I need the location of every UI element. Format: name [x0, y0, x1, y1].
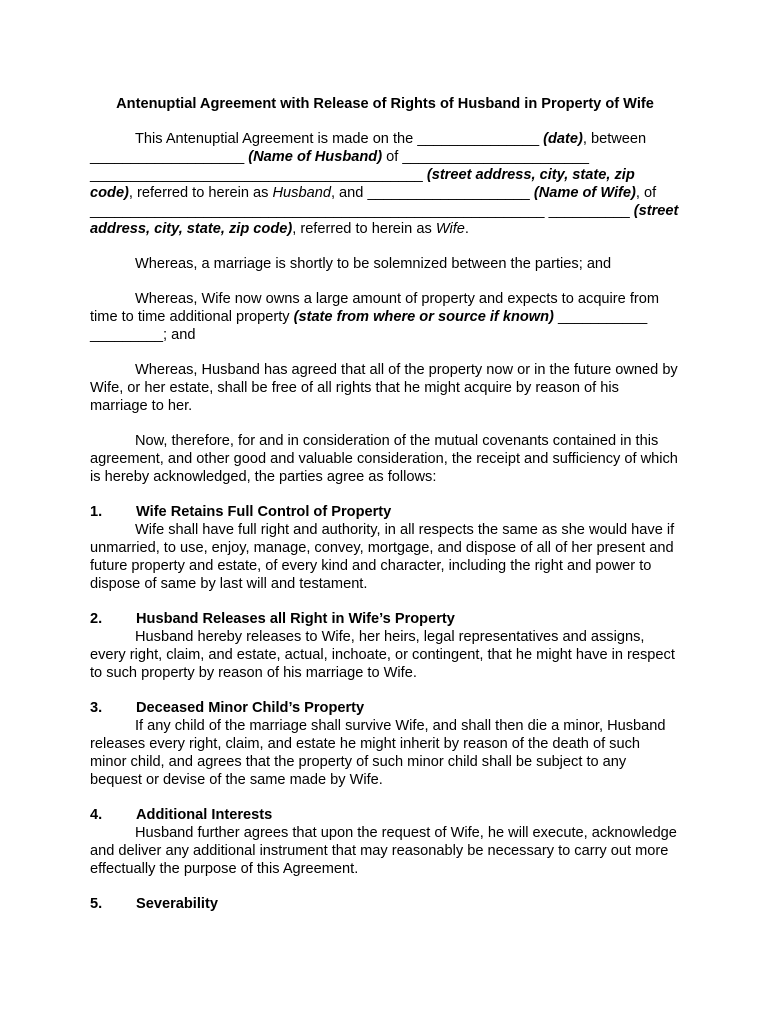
intro-text: , referred to herein as [292, 221, 436, 237]
section-5 [90, 895, 680, 913]
section-title: Deceased Minor Child’s Property [136, 700, 365, 716]
section-number: 3. [90, 700, 103, 716]
section-title: Wife Retains Full Control of Property [136, 504, 392, 520]
section-2 [90, 610, 680, 682]
property-source-label: (state from where or source if known) [293, 309, 554, 325]
husband-term: Husband [272, 185, 331, 201]
husband-address-blank: _______________________ _________________________________________ [90, 149, 590, 183]
section-title: Husband Releases all Right in Wife’s Property [136, 611, 455, 627]
intro-text: , referred to herein as [128, 185, 273, 201]
section-4 [90, 806, 680, 878]
intro-text: , between [582, 131, 647, 147]
intro-paragraph [90, 130, 680, 238]
intro-text: This Antenuptial Agreement is made on the [135, 131, 418, 147]
section-heading [90, 699, 680, 717]
wife-term: Wife [435, 221, 465, 237]
section-1 [90, 503, 680, 593]
intro-text: , and [330, 185, 368, 201]
section-heading [90, 610, 680, 628]
husband-address-label: (street address, city, state, zip code) [90, 167, 635, 201]
whereas-text: ___________ _________; and [90, 309, 648, 343]
section-number: 1. [90, 504, 103, 520]
wife-address-label: (street address, city, state, zip code) [90, 203, 679, 237]
now-therefore-paragraph: Now, therefore, for and in consideration of the mutual covenants contained in this agreement, and other good and valuable consideration, the receipt and sufficiency of which is hereby acknowledged, the parties agree as follows: [90, 433, 678, 485]
date-blank: _______________ [417, 131, 540, 147]
section-3 [90, 699, 680, 789]
section-title: Additional Interests [136, 807, 273, 823]
husband-name-blank: ___________________ [90, 149, 245, 165]
section-heading [90, 895, 680, 913]
section-number: 4. [90, 807, 103, 823]
intro-text: , of [635, 185, 657, 201]
section-body: Wife shall have full right and authority, in all respects the same as she would have if unmarried, to use, enjoy, manage, convey, mortgage, and dispose of all of her present and future property and estate, of every kind and character, including the right and power to dispose of same by last will and testament. [90, 522, 675, 592]
whereas-paragraph-1: Whereas, a marriage is shortly to be solemnized between the parties; and [135, 256, 612, 272]
date-label: (date) [543, 131, 583, 147]
section-body: If any child of the marriage shall survive Wife, and shall then die a minor, Husband releases every right, claim, and estate he might inherit by reason of the death of such minor child, and agrees that the property of such minor child shall be subject to any bequest or devise of the same made by Wife. [90, 718, 666, 788]
wife-address-blank: ________________________________________________________ __________ [90, 203, 630, 219]
section-heading [90, 806, 680, 824]
husband-name-label: (Name of Husband) [248, 149, 383, 165]
whereas-text: Whereas, Wife now owns a large amount of property and expects to acquire from time to time additional property [90, 291, 660, 325]
section-number: 2. [90, 611, 103, 627]
document-title: Antenuptial Agreement with Release of Rights of Husband in Property of Wife [116, 96, 654, 112]
intro-text: of [382, 149, 403, 165]
section-number: 5. [90, 896, 103, 912]
wife-name-label: (Name of Wife) [533, 185, 636, 201]
section-heading [90, 503, 680, 521]
whereas-paragraph-3: Whereas, Husband has agreed that all of the property now or in the future owned by Wife, or her estate, shall be free of all rights that he might acquire by reason of his marriage to her. [90, 362, 678, 414]
intro-text: . [464, 221, 469, 237]
section-body: Husband further agrees that upon the request of Wife, he will execute, acknowledge and deliver any additional instrument that may reasonably be necessary to carry out more effectually the purpose of this Agreement. [90, 825, 677, 877]
section-body: Husband hereby releases to Wife, her heirs, legal representatives and assigns, every right, claim, and estate, actual, inchoate, or contingent, that he might have in respect to such property by reason of his marriage to Wife. [90, 629, 675, 681]
wife-name-blank: ____________________ [367, 185, 530, 201]
document-page [90, 95, 680, 930]
whereas-paragraph-2 [90, 290, 680, 344]
section-title: Severability [136, 896, 218, 912]
